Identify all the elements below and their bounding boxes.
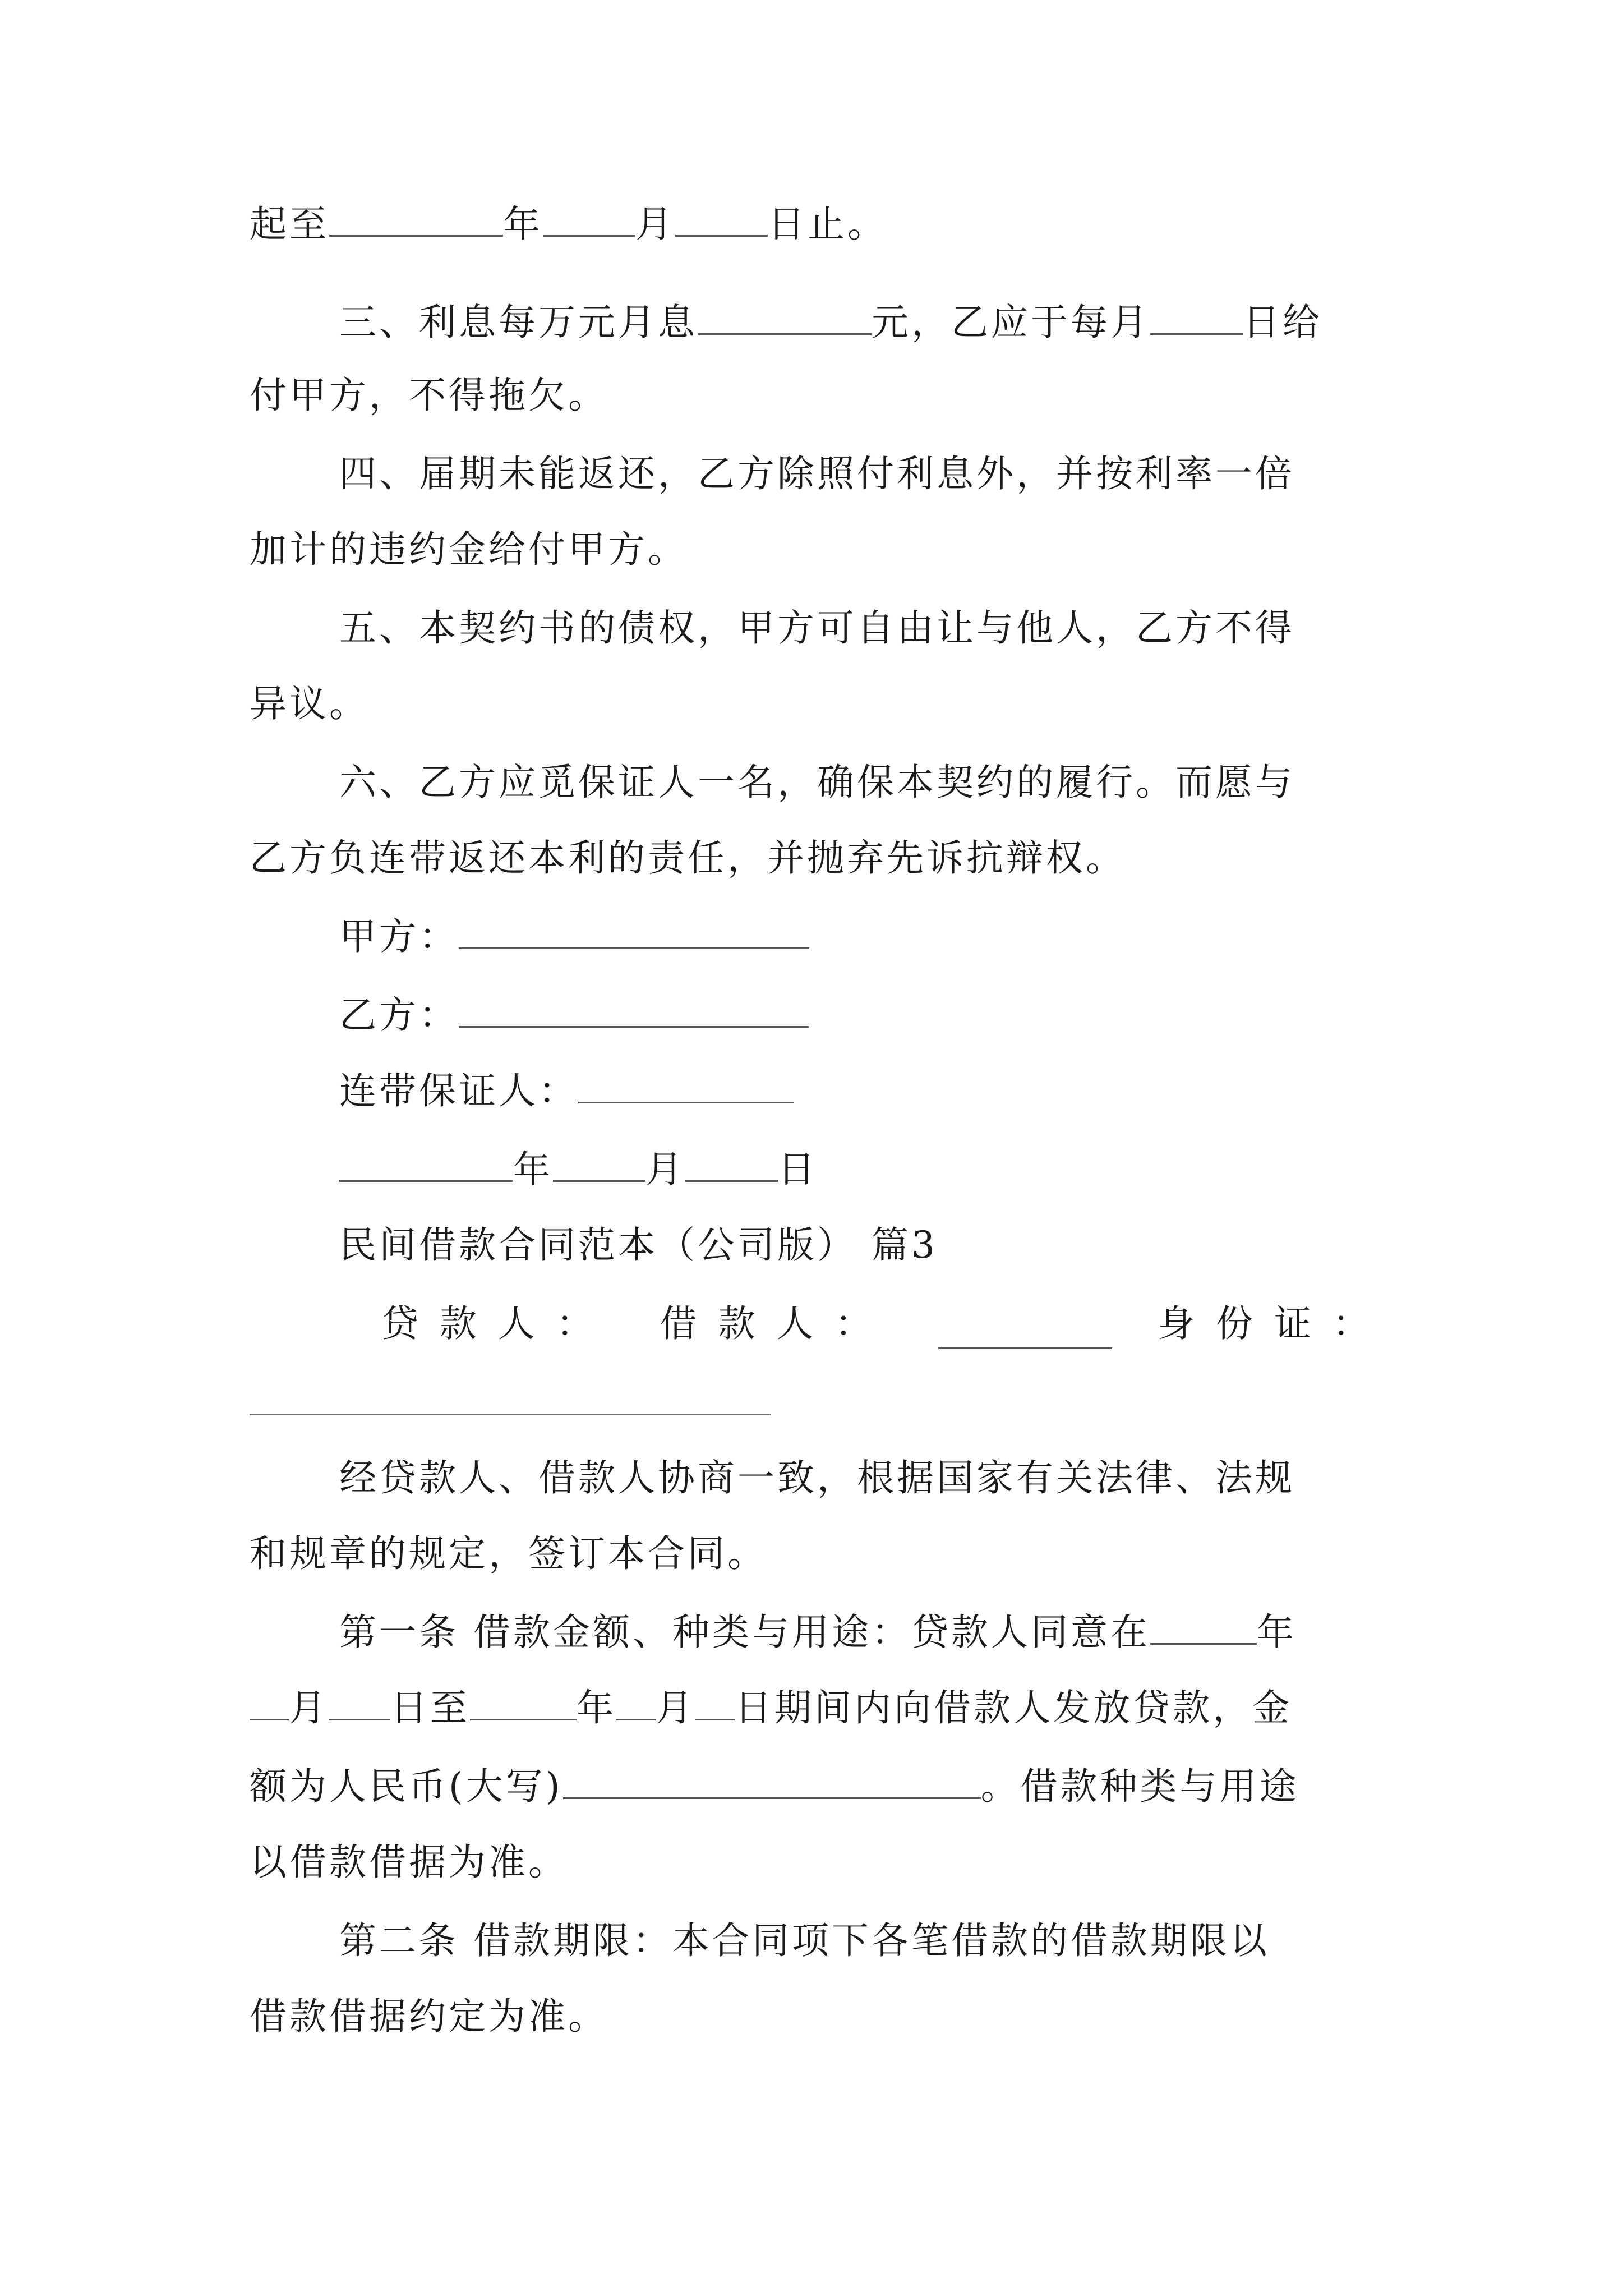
parties-line	[381, 1299, 1391, 1349]
start-day-blank[interactable]	[329, 1685, 390, 1720]
signing-date-line: 年 月 日	[339, 1144, 1391, 1195]
clause-5-line-1: 五、本契约书的债权，甲方可自由让与他人，乙方不得	[339, 606, 1295, 650]
article-2-line-2: 借款借据约定为准。	[250, 1995, 608, 2038]
article-2-line-1: 第二条 借款期限：本合同项下各笔借款的借款期限以	[339, 1919, 1270, 1962]
party-b-signature: 乙方：	[339, 990, 1391, 1041]
day-blank[interactable]	[675, 201, 768, 237]
clause-4-line-1: 四、届期未能返还，乙方除照付利息外，并按利率一倍	[339, 452, 1295, 495]
party-a-signature: 甲方：	[339, 912, 1391, 962]
party-b-blank[interactable]	[459, 992, 809, 1028]
clause-6-line-2: 乙方负连带返还本利的责任，并抛弃先诉抗辩权。	[250, 836, 1126, 880]
article-1-line-4: 以借款借据为准。	[250, 1841, 568, 1884]
date-end-line: 起至 年 月 日止。	[250, 203, 887, 246]
id-card-label: 身份证：	[1157, 1302, 1391, 1345]
sign-month-blank[interactable]	[553, 1147, 645, 1182]
end-month-blank[interactable]	[616, 1685, 656, 1720]
clause-5-line-2: 异议。	[250, 682, 369, 725]
year-blank[interactable]	[329, 201, 503, 237]
lender-label: 贷款人：	[381, 1302, 615, 1345]
end-day-blank[interactable]	[695, 1685, 735, 1720]
guarantor-blank[interactable]	[578, 1068, 794, 1103]
sign-day-blank[interactable]	[685, 1147, 778, 1182]
month-blank[interactable]	[543, 201, 635, 237]
article-1-line-2: 月 日至 年 月 日期间内向借款人发放贷款，金	[250, 1683, 1391, 1733]
end-year-blank[interactable]	[470, 1685, 577, 1720]
start-month-blank[interactable]	[250, 1685, 289, 1720]
clause-3-line-2: 付甲方，不得拖欠。	[250, 374, 608, 417]
guarantor-signature: 连带保证人：	[339, 1066, 1391, 1116]
amount-blank[interactable]	[563, 1764, 981, 1799]
article-1-line-3: 额为人民币(大写) 。借款种类与用途	[250, 1765, 1299, 1808]
borrower-label: 借款人：	[660, 1302, 893, 1345]
clause-3-line-1: 三、利息每万元月息 元，乙应于每月 日给	[339, 301, 1322, 344]
id-card-blank[interactable]	[250, 1414, 771, 1415]
section-heading: 民间借款合同范本（公司版） 篇3	[339, 1223, 938, 1267]
interest-blank[interactable]	[698, 300, 872, 335]
clause-6-line-1: 六、乙方应觅保证人一名，确保本契约的履行。而愿与	[339, 761, 1295, 804]
clause-4-line-2: 加计的违约金给付甲方。	[250, 528, 688, 571]
preamble-line-2: 和规章的规定，签订本合同。	[250, 1532, 767, 1575]
borrower-blank[interactable]	[938, 1314, 1112, 1349]
start-year-blank[interactable]	[1150, 1609, 1257, 1645]
article-1-line-1: 第一条 借款金额、种类与用途：贷款人同意在 年	[339, 1611, 1297, 1654]
pay-day-blank[interactable]	[1150, 300, 1243, 335]
preamble-line-1: 经贷款人、借款人协商一致，根据国家有关法律、法规	[339, 1456, 1295, 1499]
party-a-blank[interactable]	[459, 914, 809, 949]
sign-year-blank[interactable]	[339, 1147, 513, 1182]
